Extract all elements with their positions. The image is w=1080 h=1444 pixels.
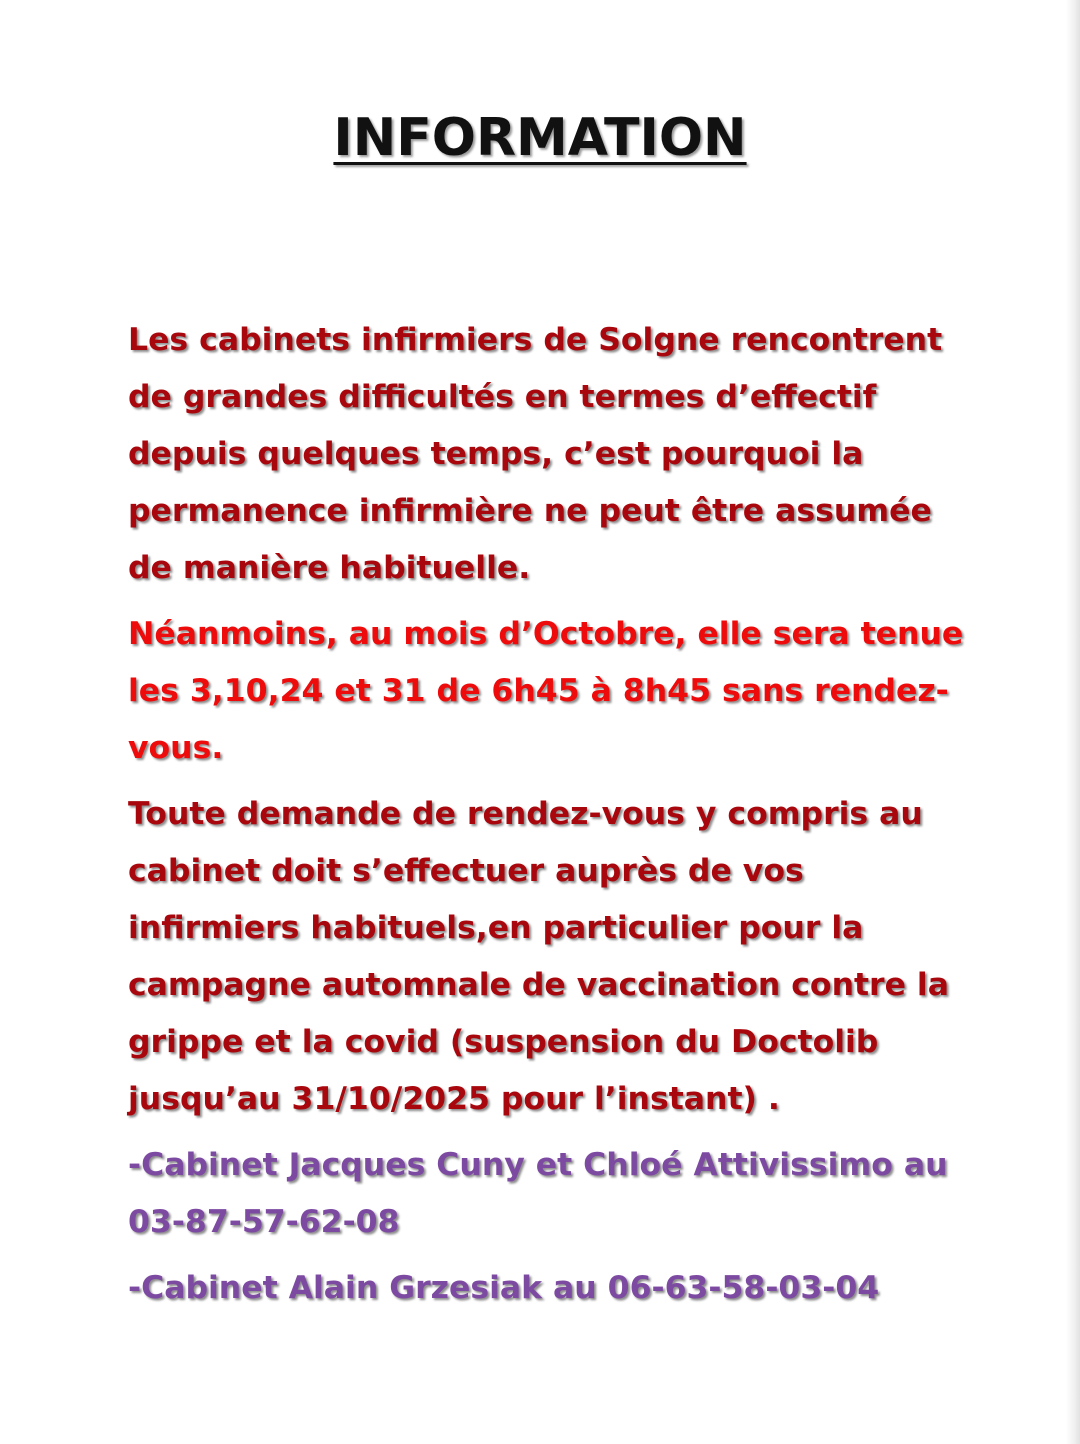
page-edge-shadow: [1066, 0, 1080, 1444]
notice-body: [128, 312, 968, 1326]
paragraph-appointment-requests: Toute demande de rendez-vous y compris au cabinet doit s’effectuer auprès de vos infirmiers habituels,en particulier pour la campagne automnale de vaccination contre la grippe et la covid (suspension du Doctolib jusqu’au 31/10/2025 pour l’instant) .: [128, 796, 949, 1117]
page-title: INFORMATION: [333, 108, 747, 168]
paragraph-october-schedule: Néanmoins, au mois d’Octobre, elle sera tenue les 3,10,24 et 31 de 6h45 à 8h45 sans rendez-vous.: [128, 616, 964, 766]
contact-cabinet-grzesiak: -Cabinet Alain Grzesiak au 06-63-58-03-04: [128, 1270, 880, 1306]
contact-cabinet-cuny-attivissimo: -Cabinet Jacques Cuny et Chloé Attivissimo au 03-87-57-62-08: [128, 1147, 948, 1240]
paragraph-staffing-difficulties: Les cabinets infirmiers de Solgne rencontrent de grandes difficultés en termes d’effectif depuis quelques temps, c’est pourquoi la permanence infirmière ne peut être assumée de manière habituelle.: [128, 322, 943, 586]
